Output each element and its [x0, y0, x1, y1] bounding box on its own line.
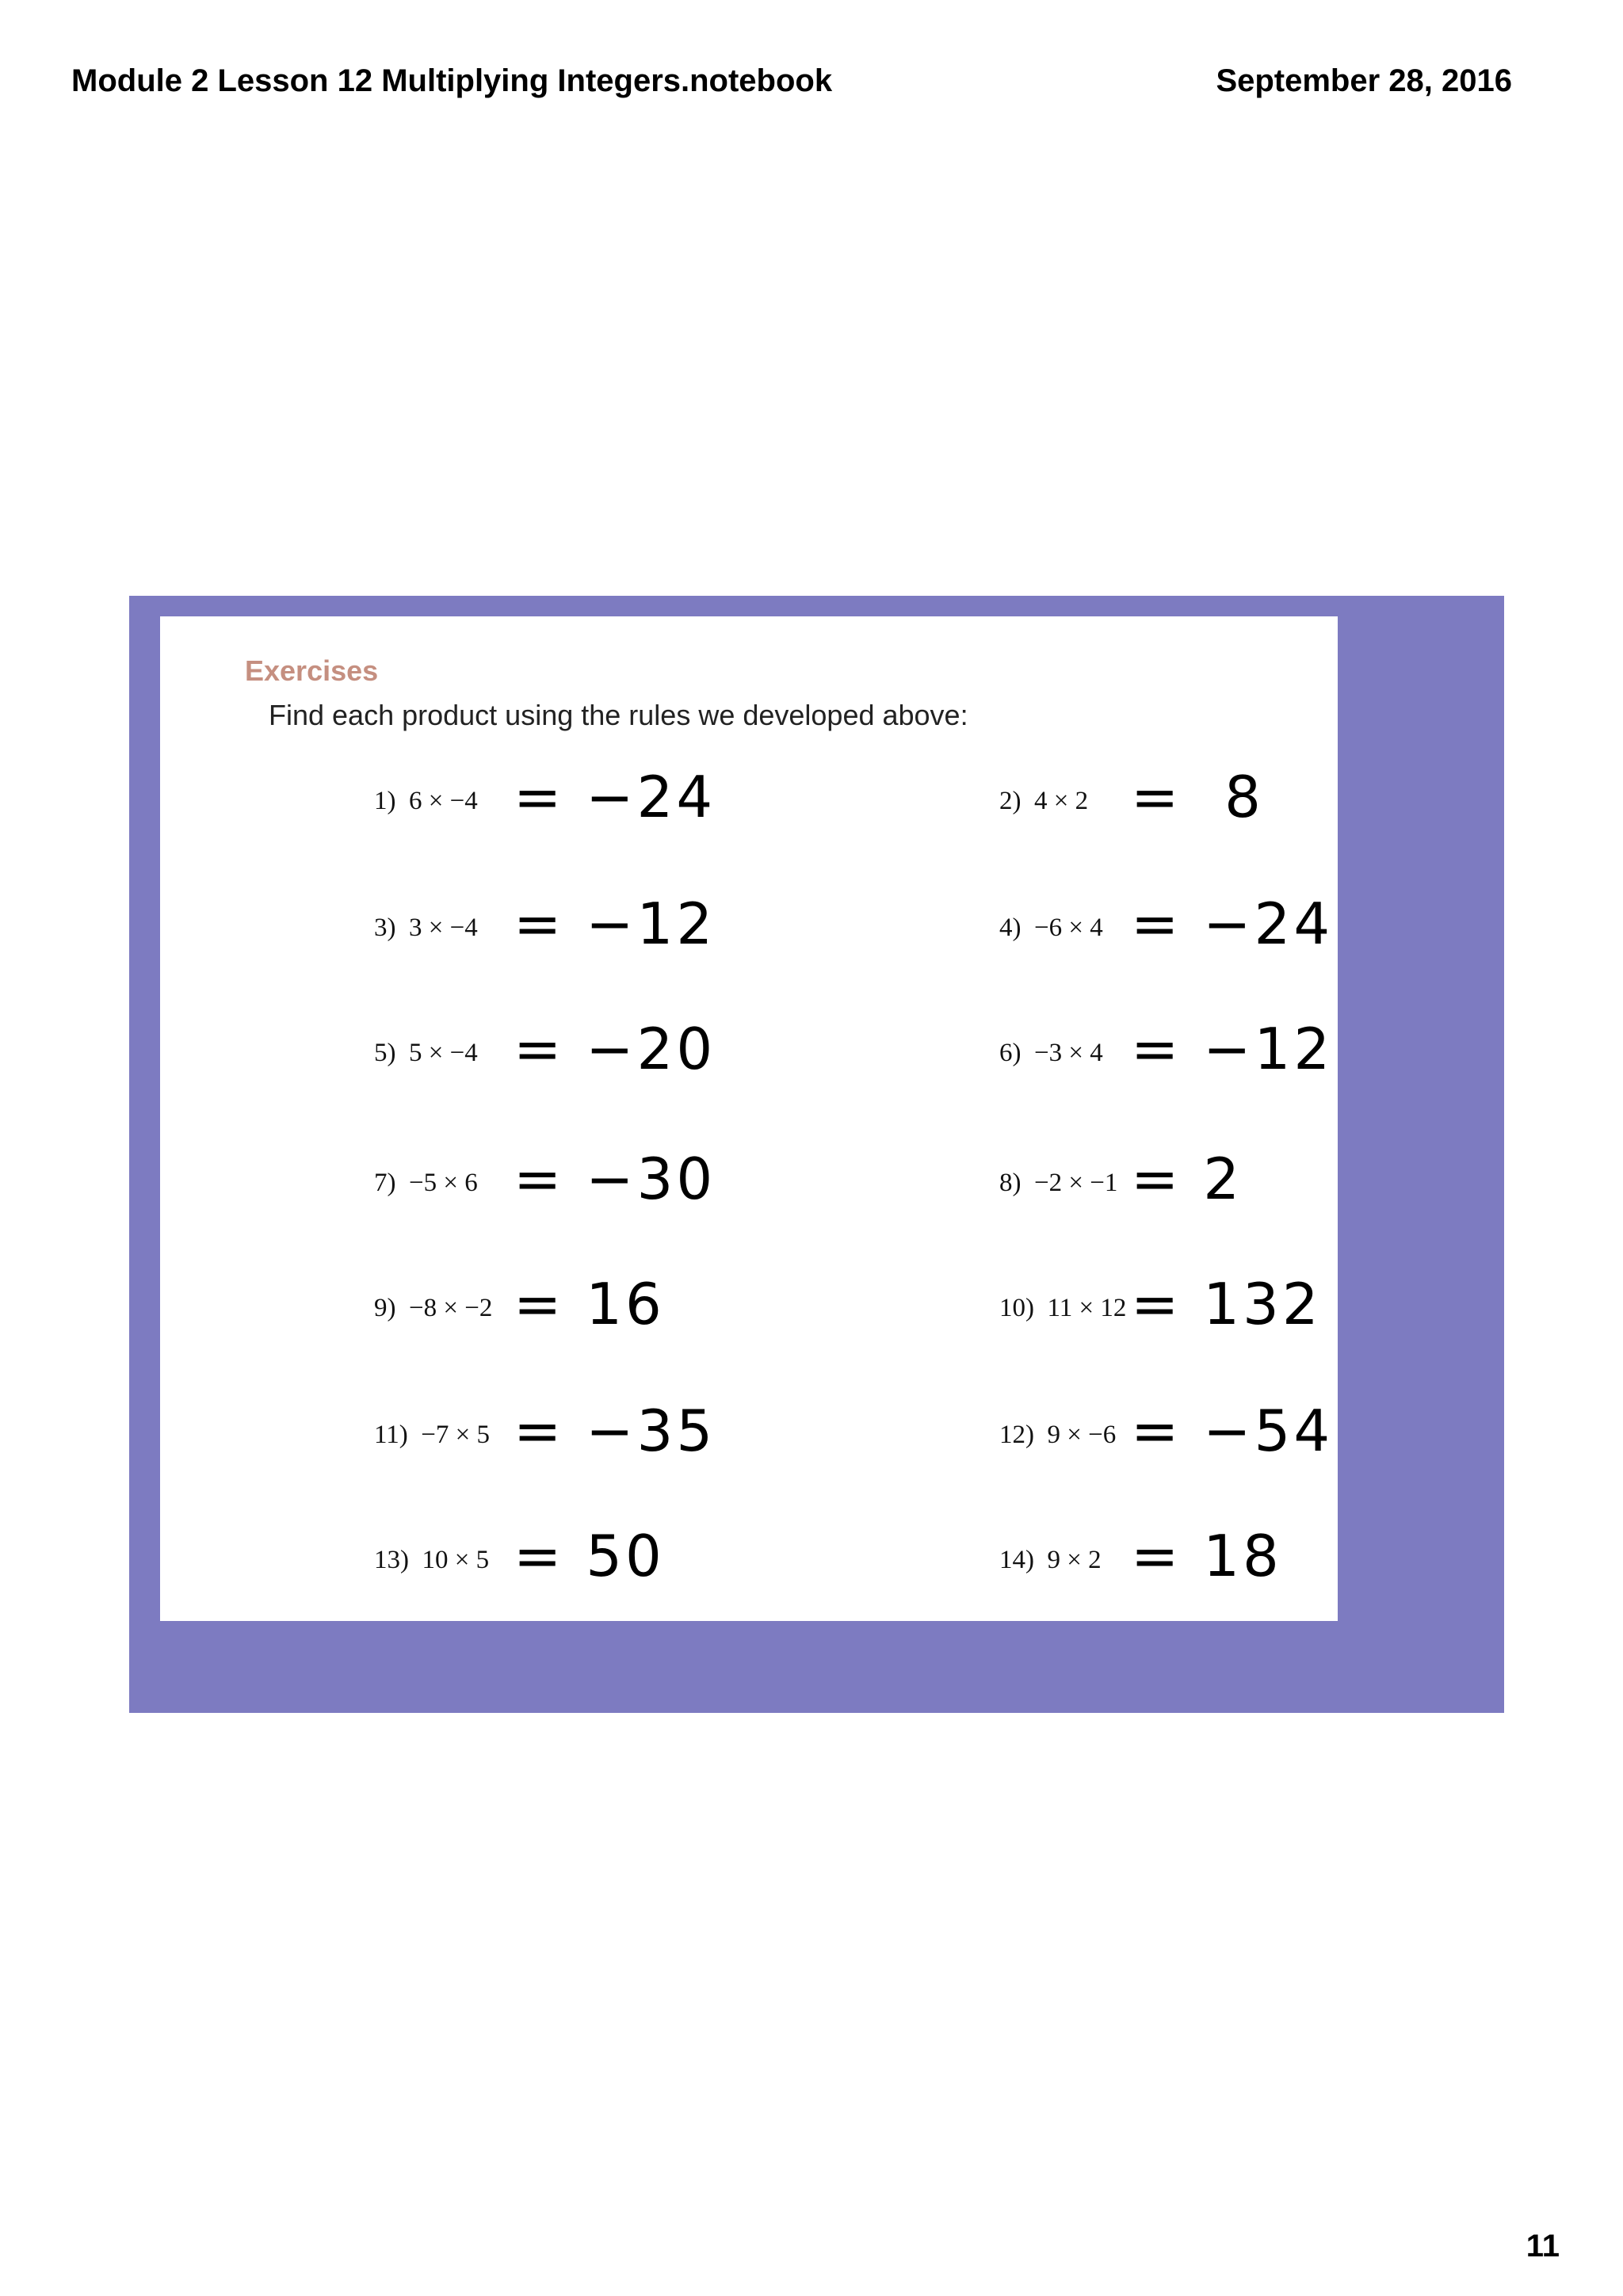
- exercise-problem: 11) −7 × 5: [374, 1421, 490, 1449]
- document-date: September 28, 2016: [1216, 63, 1512, 98]
- handwritten-answer: = −24: [514, 764, 716, 830]
- exercise-problem: 6) −3 × 4: [999, 1039, 1103, 1067]
- handwritten-answer: = 2: [1131, 1146, 1243, 1212]
- exercises-heading: Exercises: [245, 654, 379, 687]
- handwritten-answer: = −12: [1131, 1016, 1334, 1082]
- exercises-instruction: Find each product using the rules we developed above:: [269, 699, 968, 731]
- handwritten-answer: = 8: [1131, 764, 1264, 830]
- exercise-problem: 1) 6 × −4: [374, 787, 478, 815]
- exercise-problem: 3) 3 × −4: [374, 913, 478, 942]
- worksheet-image: [160, 616, 1338, 1621]
- handwritten-answer: = 50: [514, 1523, 665, 1589]
- exercise-problem: 7) −5 × 6: [374, 1169, 478, 1197]
- handwritten-answer: = −54: [1131, 1398, 1334, 1464]
- handwritten-answer: = −12: [514, 891, 716, 957]
- exercise-problem: 10) 11 × 12: [999, 1294, 1127, 1322]
- exercise-problem: 8) −2 × −1: [999, 1169, 1118, 1197]
- exercise-problem: 4) −6 × 4: [999, 913, 1103, 942]
- handwritten-answer: = −24: [1131, 891, 1334, 957]
- exercise-problem: 5) 5 × −4: [374, 1039, 478, 1067]
- page-number: 11: [1526, 2229, 1560, 2264]
- handwritten-answer: = −20: [514, 1016, 716, 1082]
- document-title: Module 2 Lesson 12 Multiplying Integers.notebook: [71, 63, 833, 98]
- exercise-problem: 9) −8 × −2: [374, 1294, 493, 1322]
- exercise-problem: 12) 9 × −6: [999, 1421, 1117, 1449]
- exercise-problem: 13) 10 × 5: [374, 1546, 490, 1574]
- handwritten-answer: = −30: [514, 1146, 716, 1212]
- handwritten-answer: = 18: [1131, 1523, 1282, 1589]
- handwritten-answer: = 16: [514, 1271, 665, 1337]
- exercise-problem: 14) 9 × 2: [999, 1546, 1102, 1574]
- exercise-problem: 2) 4 × 2: [999, 787, 1089, 815]
- notebook-slide: [129, 596, 1504, 1713]
- handwritten-answer: = 132: [1131, 1271, 1322, 1337]
- handwritten-answer: = −35: [514, 1398, 716, 1464]
